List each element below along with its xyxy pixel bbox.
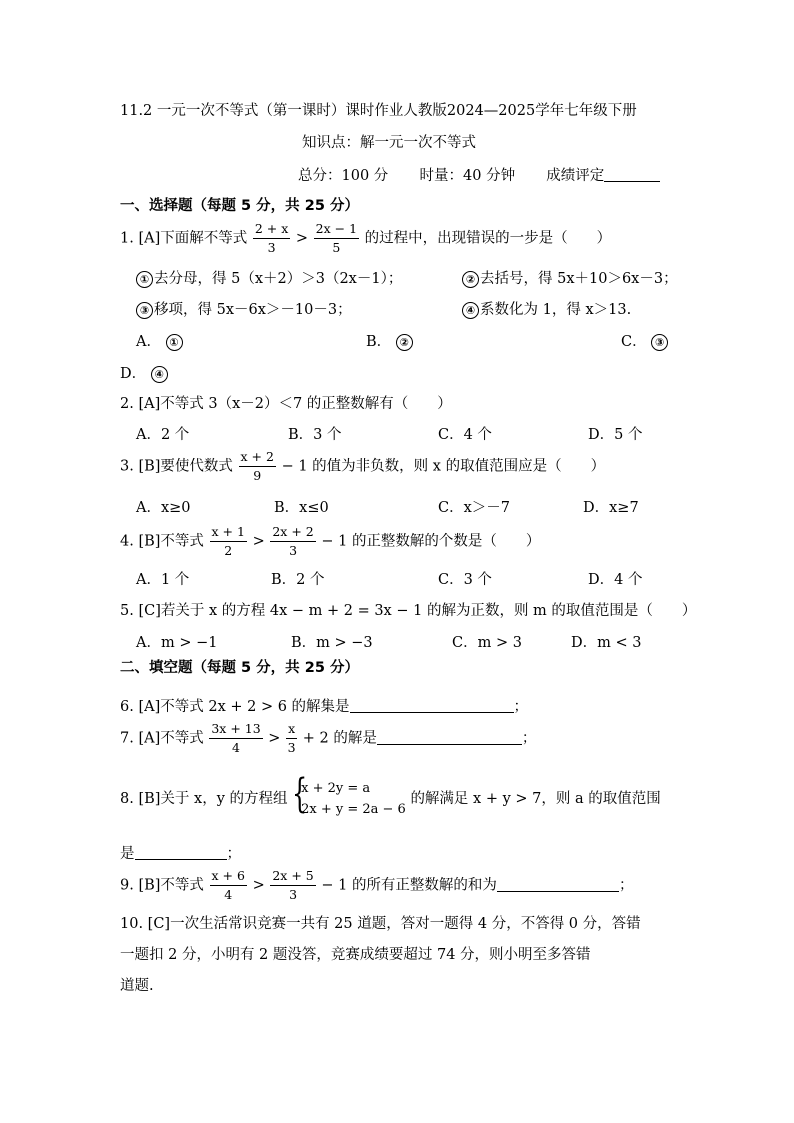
q2-option-b[interactable]: B．3 个 [288, 427, 342, 443]
q3-option-a[interactable]: A．x≥0 [136, 500, 191, 516]
question-8: 8. [B]关于 x，y 的方程组 { x + 2y = a 2x + y = 2a − 6 的解满足 x + y > 7，则 a 的取值范围 [120, 778, 661, 820]
question-5: 5. [C]若关于 x 的方程 4x − m + 2 = 3x − 1 的解为正数，则 m 的取值范围是（ ） [120, 603, 697, 619]
q9-answer-blank[interactable] [497, 877, 619, 892]
q2-option-c[interactable]: C．4 个 [438, 427, 492, 443]
total-score: 总分：100 分 [298, 168, 389, 184]
q4-option-d[interactable]: D．4 个 [588, 572, 643, 588]
grade-blank[interactable] [604, 167, 660, 182]
q1-operator: > [295, 230, 309, 247]
q4-option-c[interactable]: C．3 个 [438, 572, 492, 588]
q3-option-c[interactable]: C．x＞－7 [438, 500, 510, 516]
q1-step-3: ③ 移项，得 5x－6x＞－10－3； [136, 302, 352, 319]
question-7: 7. [A]不等式 $\frac{3x + 13}{4}$ > $\frac{x}{3}$ + 2 的解是 ； [120, 721, 537, 755]
question-10-line-1: 10. [C]一次生活常识竞赛一共有 25 道题，答对一题得 4 分，不答得 0 分，答错 [120, 916, 641, 932]
q2-option-a[interactable]: A．2 个 [136, 427, 190, 443]
q1-step-1: ① 去分母，得 5（x＋2）＞3（2x－1）； [136, 271, 402, 288]
q7-fraction-left: $\frac{3x + 13}{4}$ [211, 721, 261, 755]
q1-stem: 1. [A]下面解不等式 [120, 230, 248, 247]
q2-option-d[interactable]: D．5 个 [588, 427, 643, 443]
section-heading-fill: 二、填空题（每题 5 分，共 25 分） [120, 660, 359, 676]
q7-fraction-right: $\frac{x}{3}$ [287, 721, 296, 755]
question-6: 6. [A]不等式 2x + 2 > 6 的解集是 ； [120, 699, 529, 715]
option-c-marker: ③ [651, 334, 668, 351]
step-1-marker: ① [136, 271, 153, 288]
q5-option-c[interactable]: C．m > 3 [452, 635, 522, 651]
q5-option-b[interactable]: B．m > −3 [291, 635, 373, 651]
question-3: 3. [B]要使代数式 $\frac{x + 2}{9}$ − 1 的值为非负数，则 x 的取值范围应是（ ） [120, 449, 606, 483]
q3-fraction: $\frac{x + 2}{9}$ [240, 449, 274, 483]
question-8-cont: 是 ； [120, 846, 241, 862]
q5-option-d[interactable]: D．m < 3 [571, 635, 642, 651]
step-4-marker: ④ [462, 302, 479, 319]
option-d-marker: ④ [151, 366, 168, 383]
q5-option-a[interactable]: A．m > −1 [136, 635, 218, 651]
q1-option-c[interactable]: C． ③ [621, 334, 669, 351]
q4-option-b[interactable]: B．2 个 [271, 572, 325, 588]
q6-answer-blank[interactable] [350, 698, 514, 713]
question-4: 4. [B]不等式 $\frac{x + 1}{2}$ > $\frac{2x + 2}{3}$ − 1 的正整数解的个数是（ ） [120, 524, 541, 558]
q4-fraction-right: $\frac{2x + 2}{3}$ [272, 524, 314, 558]
q4-fraction-left: $\frac{x + 1}{2}$ [211, 524, 245, 558]
question-9: 9. [B]不等式 $\frac{x + 6}{4}$ > $\frac{2x + 5}{3}$ − 1 的所有正整数解的和为 ； [120, 868, 634, 902]
q1-fraction-right: $\frac{2x - 1}{5}$ [315, 221, 358, 255]
step-3-marker: ③ [136, 302, 153, 319]
section-heading-choice: 一、选择题（每题 5 分，共 25 分） [120, 198, 359, 214]
question-2: 2. [A]不等式 3（x－2）＜7 的正整数解有（ ） [120, 396, 452, 412]
q1-step-2: ② 去括号，得 5x＋10＞6x－3； [462, 271, 678, 288]
document-title: 11.2 一元一次不等式（第一课时）课时作业人教版2024—2025学年七年级下册 [120, 103, 637, 119]
q9-fraction-left: $\frac{x + 6}{4}$ [211, 868, 245, 902]
brace-icon: { [292, 771, 308, 817]
question-10-line-3: 道题. [120, 978, 154, 994]
grade-label: 成绩评定 [546, 168, 605, 184]
step-2-marker: ② [462, 271, 479, 288]
knowledge-point: 知识点：解一元一次不等式 [302, 135, 476, 151]
q1-step-4: ④ 系数化为 1，得 x＞13. [462, 302, 631, 319]
q3-option-d[interactable]: D．x≥7 [583, 500, 639, 516]
q1-option-b[interactable]: B． ② [366, 334, 414, 351]
option-b-marker: ② [396, 334, 413, 351]
q4-option-a[interactable]: A．1 个 [136, 572, 190, 588]
q1-option-a[interactable]: A． ① [136, 334, 184, 351]
q7-answer-blank[interactable] [377, 730, 522, 745]
option-a-marker: ① [166, 334, 183, 351]
q1-option-d[interactable]: D． ④ [120, 366, 169, 383]
q8-answer-blank[interactable] [135, 845, 227, 860]
score-line [298, 167, 660, 184]
q1-tail: 的过程中，出现错误的一步是（ ） [364, 230, 612, 247]
q9-fraction-right: $\frac{2x + 5}{3}$ [272, 868, 314, 902]
question-10-line-2: 一题扣 2 分，小明有 2 题没答，竞赛成绩要超过 74 分，则小明至多答错 [120, 947, 591, 963]
q3-option-b[interactable]: B．x≤0 [274, 500, 329, 516]
q1-fraction-left: $\frac{2 + x}{3}$ [254, 221, 289, 255]
q8-equation-system: { x + 2y = a 2x + y = 2a − 6 [292, 771, 406, 817]
question-1 [120, 223, 611, 254]
time-limit: 时量：40 分钟 [419, 168, 516, 184]
